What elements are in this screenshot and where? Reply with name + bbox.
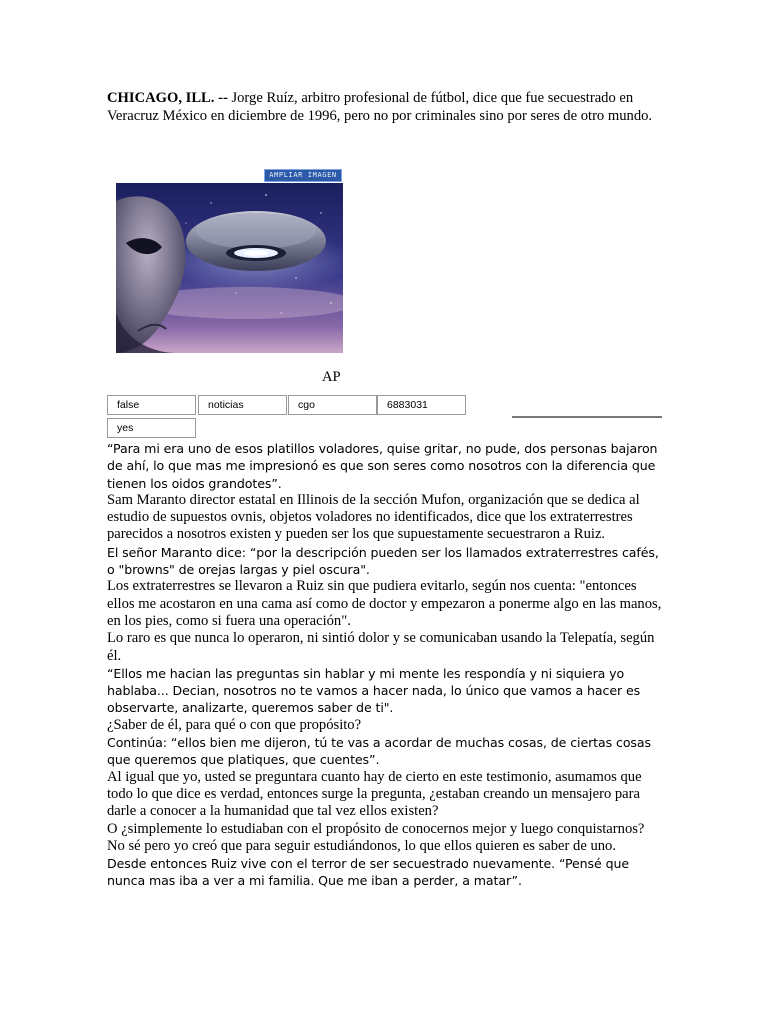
body-paragraph: El señor Maranto dice: “por la descripción pueden ser los llamados extraterrestres cafés, o "browns" de orejas largas y piel oscura". <box>107 544 659 578</box>
photo-credit: AP <box>322 369 341 385</box>
article-photo[interactable] <box>116 183 343 353</box>
body-paragraph: “Para mi era uno de esos platillos voladores, quise gritar, no pude, dos personas bajaron de ahí, lo que mas me impresionó es que son seres como nosotros con la diferencia que tienen los oidos grandotes”. <box>107 441 658 491</box>
dateline: CHICAGO, ILL. -- <box>107 90 228 106</box>
alien-ufo-illustration <box>116 183 343 353</box>
article-body <box>107 440 667 890</box>
lead-paragraph <box>107 90 657 125</box>
meta-cell: noticias <box>198 395 287 415</box>
body-paragraph: Desde entonces Ruiz vive con el terror de ser secuestrado nuevamente. “Pensé que nunca mas iba a ver a mi familia. Que me iban a perder, a matar”. <box>107 856 629 889</box>
lead-text: Jorge Ruíz, arbitro profesional de fútbol, dice que fue secuestrado en Veracruz México en diciembre de 1996, pero no por criminales sino por seres de otro mundo. <box>107 90 653 124</box>
body-paragraph: No sé pero yo creó que para seguir estudiándonos, lo que ellos quieren es saber de uno. <box>107 837 617 854</box>
meta-cell: 6883031 <box>377 395 466 415</box>
body-paragraph: Lo raro es que nunca lo operaron, ni sintió dolor y se comunicaban usando la Telepatía, según él. <box>107 630 655 664</box>
meta-cell: cgo <box>288 395 377 415</box>
body-paragraph: ¿Saber de él, para qué o con que propósito? <box>107 716 362 733</box>
meta-cell: false <box>107 395 196 415</box>
body-paragraph: “Ellos me hacian las preguntas sin hablar y mi mente les respondía y ni siquiera yo hablaba... Decian, nosotros no te vamos a hacer nada, lo único que vamos a hacer es observarte, analizarte, queremos saber de ti". <box>107 665 641 716</box>
divider <box>512 416 662 418</box>
enlarge-image-button[interactable]: AMPLIAR IMAGEN <box>264 169 342 182</box>
meta-cell: yes <box>107 418 196 438</box>
body-paragraph: Al igual que yo, usted se preguntara cuanto hay de cierto en este testimonio, asumamos que todo lo que dice es verdad, entonces surge la pregunta, ¿estaban creando un mensajero para darle a conocer a la humanidad que tal vez ellos existen? <box>107 768 642 820</box>
body-paragraph: O ¿simplemente lo estudiaban con el propósito de conocernos mejor y luego conquistarnos? <box>107 820 645 837</box>
body-paragraph: Los extraterrestres se llevaron a Ruiz sin que pudiera evitarlo, según nos cuenta: "entonces ellos me acostaron en una cama así como de doctor y empezaron a ponerme algo en las manos, en los pies, como si fuera una operación". <box>107 578 662 629</box>
body-paragraph: Sam Maranto director estatal en Illinois de la sección Mufon, organización que se dedica al estudio de supuestos ovnis, objetos voladores no identificados, dice que los extraterrestres parecidos a nosotros existen y pueden ser los que supuestamente secuestraron a Ruiz. <box>107 491 640 543</box>
body-paragraph: Continúa: “ellos bien me dijeron, tú te vas a acordar de muchas cosas, de ciertas cosas que queremos que platiques, que cuentes”. <box>107 735 651 768</box>
